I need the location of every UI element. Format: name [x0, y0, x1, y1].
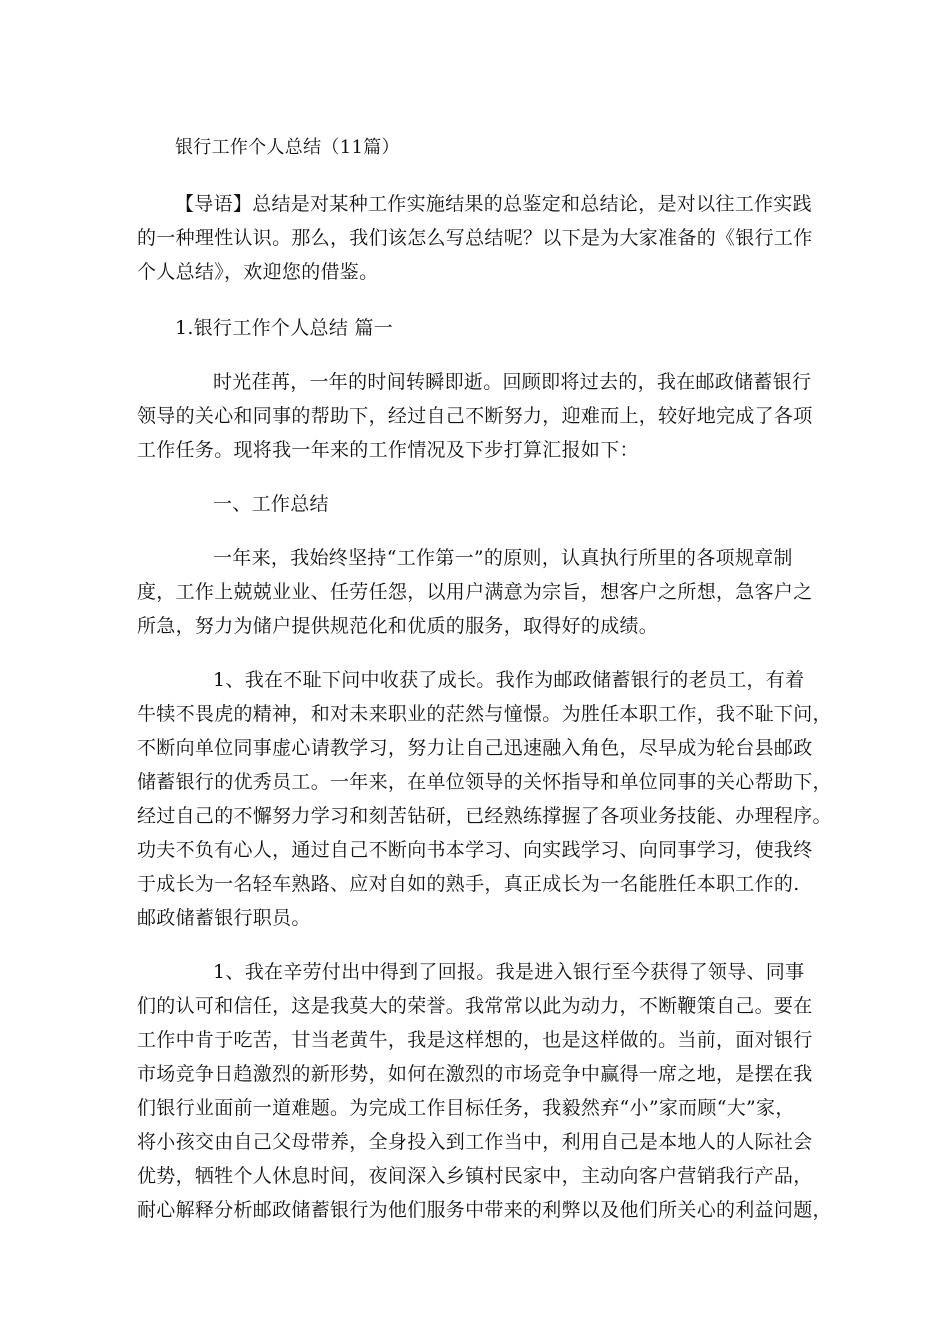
- para3-line-7: 于成长为一名轻车熟路、应对自如的熟手，真正成长为一名能胜任本职工作的.: [137, 873, 800, 895]
- para4-line-1: 1、我在辛劳付出中得到了回报。我是进入银行至今获得了领导、同事: [213, 961, 805, 983]
- para3-line-5: 经过自己的不懈努力学习和刻苦钻研，已经熟练撑握了各项业务技能、办理程序。: [137, 805, 832, 827]
- para3-line-1: 1、我在不耻下问中收获了成长。我作为邮政储蓄银行的老员工，有着: [213, 669, 805, 691]
- para4-line-8: 耐心解释分析邮政储蓄银行为他们服务中带来的利弊以及他们所关心的利益问题，: [137, 1199, 832, 1221]
- section-heading: 1.银行工作个人总结 篇一: [175, 317, 394, 339]
- intro-line-2: 的一种理性认识。那么，我们该怎么写总结呢？以下是为大家准备的《银行工作: [137, 227, 813, 249]
- para4-line-4: 市场竞争日趋激烈的新形势，如何在激烈的市场竞争中赢得一席之地，是摆在我: [137, 1063, 813, 1085]
- para3-line-4: 储蓄银行的优秀员工。一年来，在单位领导的关怀指导和单位同事的关心帮助下，: [137, 771, 832, 793]
- para3-line-6: 功夫不负有心人，通过自己不断向书本学习、向实践学习、向同事学习，使我终: [137, 839, 813, 861]
- para4-line-6: 将小孩交由自己父母带养，全身投入到工作当中，利用自己是本地人的人际社会: [137, 1131, 813, 1153]
- para3-line-8: 邮政储蓄银行职员。: [137, 907, 311, 929]
- para1-line-3: 工作任务。现将我一年来的工作情况及下步打算汇报如下：: [137, 439, 639, 461]
- para4-line-3: 工作中肯于吃苦，甘当老黄牛，我是这样想的，也是这样做的。当前，面对银行: [137, 1029, 813, 1051]
- document-title: 银行工作个人总结（11篇）: [175, 137, 400, 158]
- para1-line-2: 领导的关心和同事的帮助下，经过自己不断努力，迎难而上，较好地完成了各项: [137, 405, 813, 427]
- para4-line-2: 们的认可和信任，这是我莫大的荣誉。我常常以此为动力，不断鞭策自己。要在: [137, 995, 813, 1017]
- intro-line-1: 【导语】总结是对某种工作实施结果的总鉴定和总结论，是对以往工作实践: [175, 193, 812, 215]
- para2-line-3: 所急，努力为储户提供规范化和优质的服务，取得好的成绩。: [137, 615, 659, 637]
- para3-line-3: 不断向单位同事虚心请教学习，努力让自己迅速融入角色，尽早成为轮台县邮政: [137, 737, 813, 759]
- para2-line-2: 度，工作上兢兢业业、任劳任怨，以用户满意为宗旨，想客户之所想，急客户之: [137, 581, 813, 603]
- para4-line-5: 们银行业面前一道难题。为完成工作目标任务，我毅然弃“小”家而顾“大”家，: [137, 1097, 795, 1119]
- para2-line-1: 一年来，我始终坚持“工作第一”的原则，认真执行所里的各项规章制: [213, 547, 793, 569]
- para4-line-7: 优势，牺牲个人休息时间，夜间深入乡镇村民家中，主动向客户营销我行产品，: [137, 1165, 813, 1187]
- para1-line-1: 时光荏苒，一年的时间转瞬即逝。回顾即将过去的，我在邮政储蓄银行: [213, 371, 812, 393]
- sub-heading: 一、工作总结: [213, 493, 329, 515]
- para3-line-2: 牛犊不畏虎的精神，和对未来职业的茫然与憧憬。为胜任本职工作，我不耻下问，: [137, 703, 832, 725]
- intro-line-3: 个人总结》，欢迎您的借鉴。: [137, 261, 379, 283]
